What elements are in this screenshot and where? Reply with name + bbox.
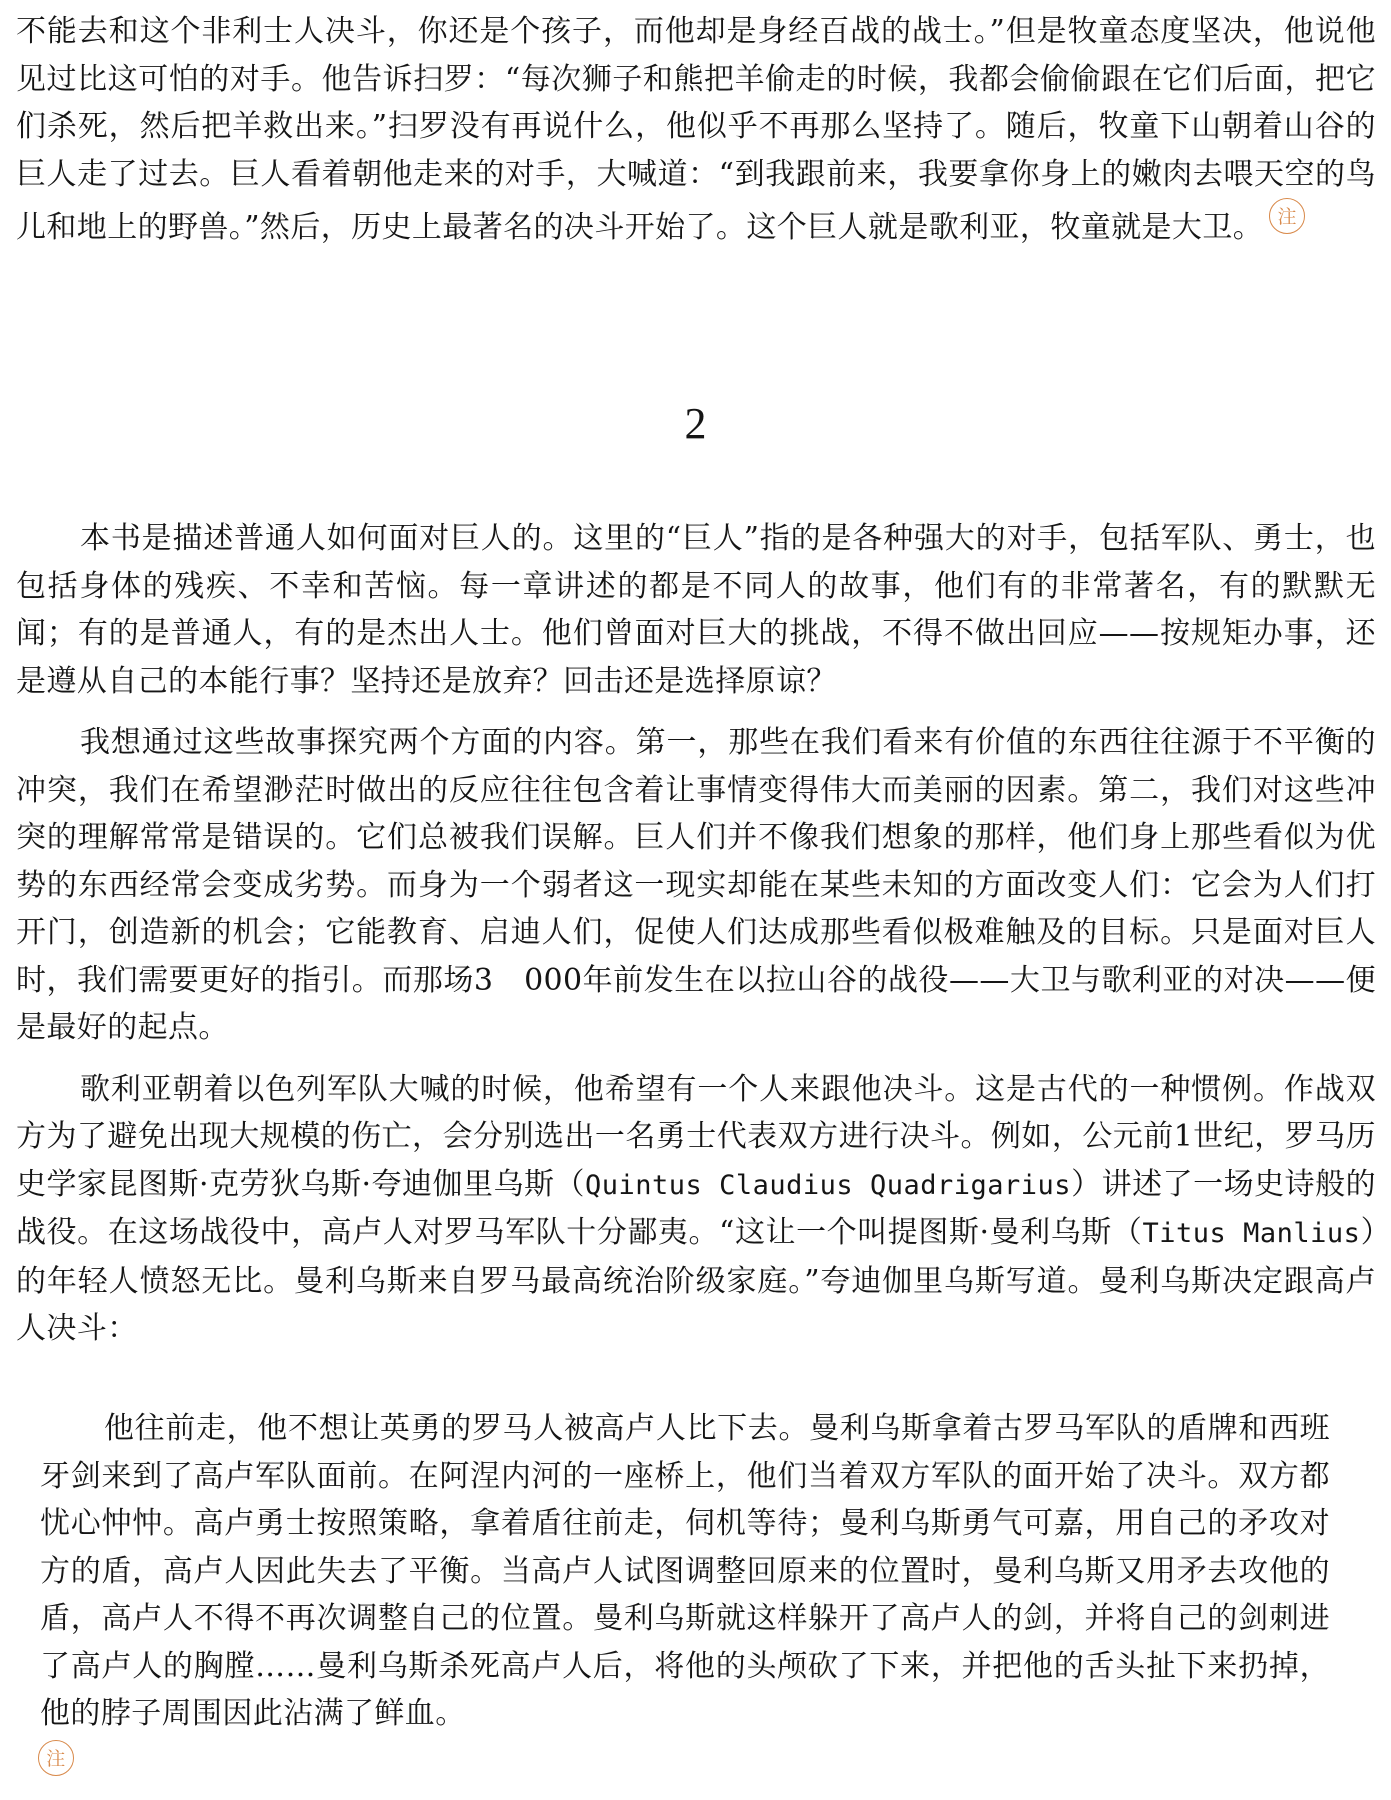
paragraph-duel-custom [16, 1066, 1376, 1353]
footnote-marker-icon[interactable]: 注 [38, 1740, 74, 1776]
opening-paragraph-text: 不能去和这个非利士人决斗，你还是个孩子，而他却是身经百战的战士。”但是牧童态度坚决，他说他见过比这可怕的对手。他告诉扫罗：“每次狮子和熊把羊偷走的时候，我都会偷偷跟在它们后面，把它们杀死，然后把羊救出来。”扫罗没有再说什么，他似乎不再那么坚持了。随后，牧童下山朝着山谷的巨人走了过去。巨人看着朝他走来的对手，大喊道：“到我跟前来，我要拿你身上的嫩肉去喂天空的鸟儿和地上的野兽。”然后，历史上最著名的决斗开始了。这个巨人就是歌利亚，牧童就是大卫。 [16, 14, 1376, 245]
paragraph-duel-text-a: 歌利亚朝着以色列军队大喊的时候，他希望有一个人来跟他决斗。这是古代的一种惯例。作战双方为了避免出现大规模的伤亡，会分别选出一名勇士代表双方进行决斗。例如，公元前1世纪，罗马历史学家昆图斯·克劳狄乌斯·夸迪伽里乌斯（ [16, 1071, 1376, 1202]
section-2 [16, 515, 1376, 1353]
block-quote [40, 1405, 1330, 1776]
paragraph-duel-text-b: ）讲述了一场史诗般的战役。在这场战役中，高卢人对罗马军队十分鄙夷。“这让一个叫提图斯·曼利乌斯（ [16, 1166, 1377, 1250]
paragraph-duel-text-c: ）的年轻人愤怒无比。曼利乌斯来自罗马最高统治阶级家庭。”夸迪伽里乌斯写道。曼利乌斯决定跟高卢人决斗： [16, 1215, 1377, 1346]
footnote-marker-icon[interactable]: 注 [1269, 198, 1305, 234]
paragraph-intro: 本书是描述普通人如何面对巨人的。这里的“巨人”指的是各种强大的对手，包括军队、勇士，也包括身体的残疾、不幸和苦恼。每一章讲述的都是不同人的故事，他们有的非常著名，有的默默无闻；有的是普通人，有的是杰出人士。他们曾面对巨大的挑战，不得不做出回应——按规矩办事，还是遵从自己的本能行事？坚持还是放弃？回击还是选择原谅？ [16, 521, 1376, 699]
chapter-number: 2 [684, 399, 707, 448]
latin-name-manlius: Titus Manlius [1142, 1218, 1361, 1249]
block-quote-text: 他往前走，他不想让英勇的罗马人被高卢人比下去。曼利乌斯拿着古罗马军队的盾牌和西班牙剑来到了高卢军队面前。在阿涅内河的一座桥上，他们当着双方军队的面开始了决斗。双方都忧心忡忡。高卢勇士按照策略，拿着盾往前走，伺机等待；曼利乌斯勇气可嘉，用自己的矛攻对方的盾，高卢人因此失去了平衡。当高卢人试图调整回原来的位置时，曼利乌斯又用矛去攻他的盾，高卢人不得不再次调整自己的位置。曼利乌斯就这样躲开了高卢人的剑，并将自己的剑刺进了高卢人的胸膛……曼利乌斯杀死高卢人后，将他的头颅砍了下来，并把他的舌头扯下来扔掉，他的脖子周围因此沾满了鲜血。 [40, 1411, 1330, 1731]
paragraph-purpose: 我想通过这些故事探究两个方面的内容。第一，那些在我们看来有价值的东西往往源于不平衡的冲突，我们在希望渺茫时做出的反应往往包含着让事情变得伟大而美丽的因素。第二，我们对这些冲突的理解常常是错误的。它们总被我们误解。巨人们并不像我们想象的那样，他们身上那些看似为优势的东西经常会变成劣势。而身为一个弱者这一现实却能在某些未知的方面改变人们：它会为人们打开门，创造新的机会；它能教育、启迪人们，促使人们达成那些看似极难触及的目标。只是面对巨人时，我们需要更好的指引。而那场3 000年前发生在以拉山谷的战役——大卫与歌利亚的对决——便是最好的起点。 [16, 725, 1376, 1045]
opening-paragraph [16, 8, 1376, 252]
latin-name-quadrigarius: Quintus Claudius Quadrigarius [584, 1169, 1072, 1201]
section-1 [16, 8, 1376, 252]
